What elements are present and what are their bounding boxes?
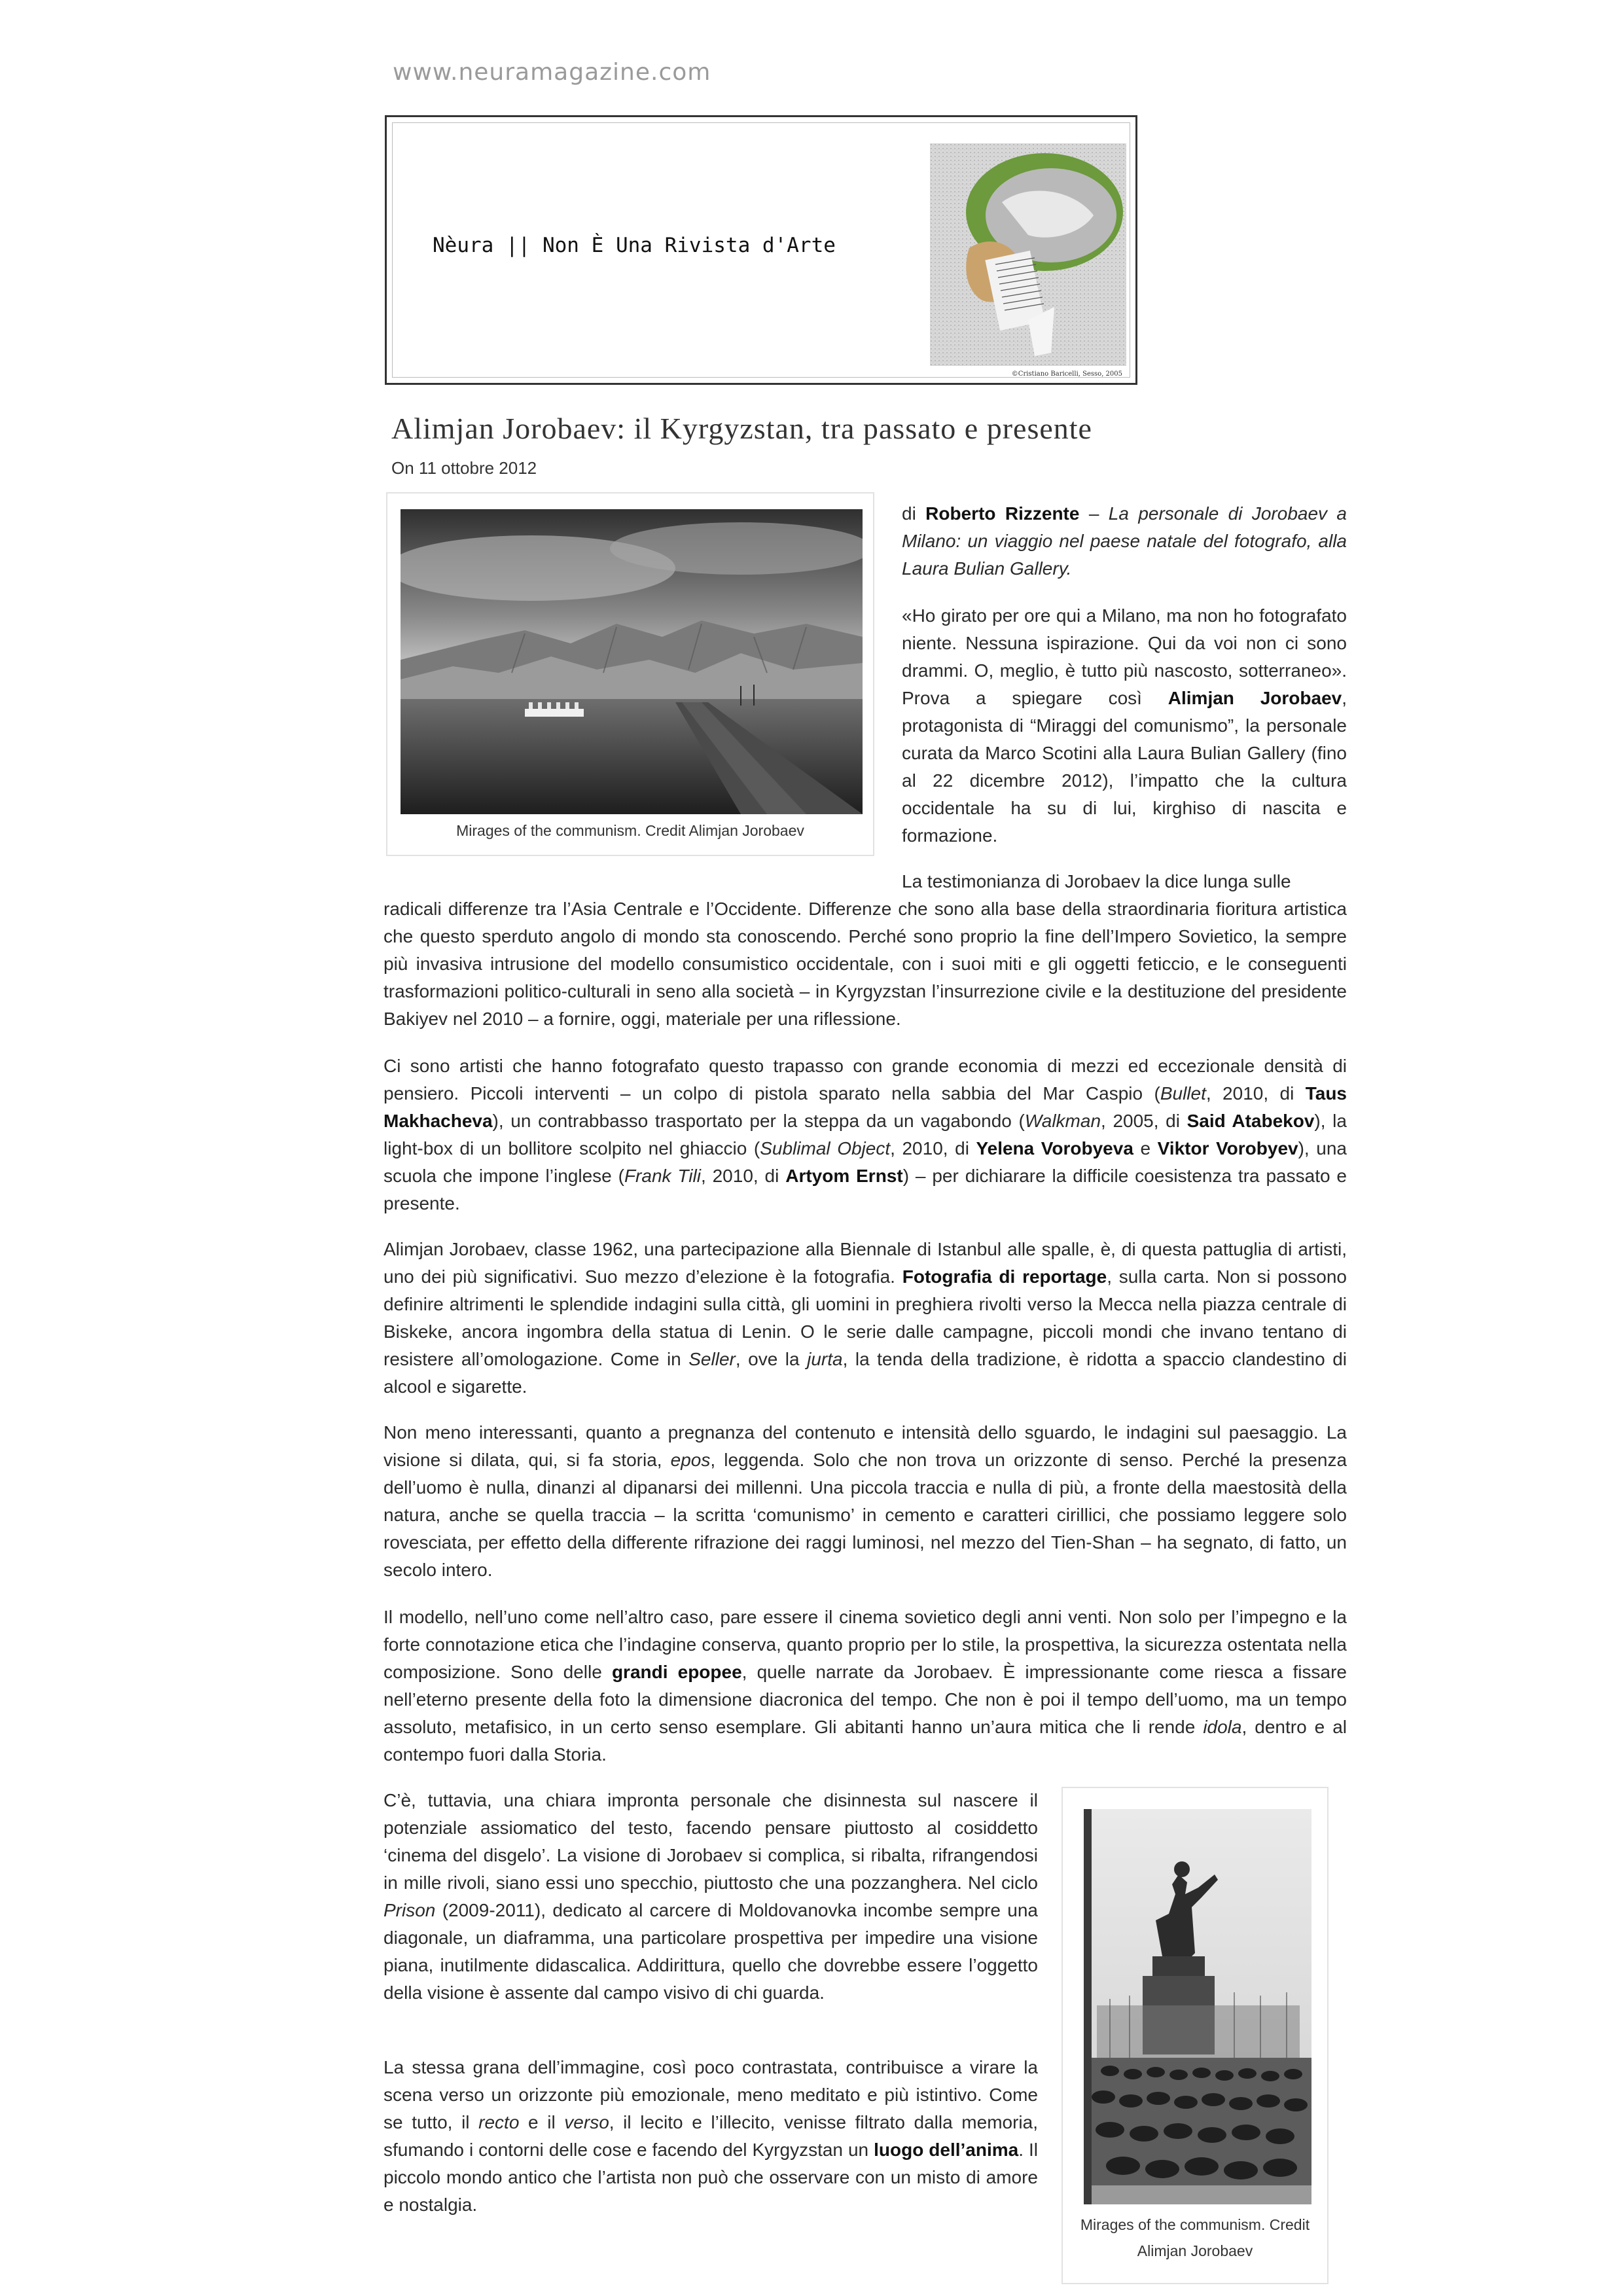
- banner-title: Nèura || Non È Una Rivista d'Arte: [433, 234, 836, 257]
- banner-credit: ©Cristiano Baricelli, Sesso, 2005: [1011, 370, 1122, 378]
- article-paragraph: radicali differenze tra l’Asia Centrale e l’Occidente. Differenze che sono alla base della straordinaria fioritura artistica che questo sperduto angolo di mondo sta conoscendo. Perché sono proprio la fine dell’Impero Sovietico, la sempre più invasiva intrusione del modello consumistico occidentale, con i suoi miti e gli oggetti feticcio, e le conseguenti trasformazioni politico-culturali in seno alla società – in Kyrgyzstan l’insurrezione civile e la destituzione del presidente Bakiyev nel 2010 – a fornire, oggi, materiale per una riflessione.: [383, 899, 1347, 1029]
- article-paragraph: Alimjan Jorobaev, classe 1962, una partecipazione alla Biennale di Istanbul alle spalle, è, di questa pattuglia di artisti, uno dei più significativi. Suo mezzo d’elezione è la fotografia. Fotografia di reportage, sulla carta. Non si possono definire altrimenti le splendide indagini sulla città, gli uomini in preghiera rivolti verso la Mecca nella piazza centrale di Biskeke, ancora ingombra della statua di Lenin. O le serie dalle campagne, piccoli mondi che invano tentano di resistere all’omologazione. Come in Seller, ove la jurta, la tenda della tradizione, è ridotta a spaccio clandestino di alcool e sigarette.: [383, 1239, 1347, 1397]
- article-intro: di Roberto Rizzente – La personale di Jorobaev a Milano: un viaggio nel paese natale del fotografo, alla Laura Bulian Gallery.: [902, 503, 1347, 579]
- article-paragraph: La stessa grana dell’immagine, così poco contrastata, contribuisce a virare la scena verso un orizzonte più emozionale, meno meditato e più istintivo. Come se tutto, il recto e il verso, il lecito e l’illecito, venisse filtrato dalla memoria, sfumando i contorni delle cose e facendo del Kyrgyzstan un luogo dell’anima. Il piccolo mondo antico che l’artista non può che osservare con un misto di amore e nostalgia.: [383, 2057, 1038, 2215]
- article-title[interactable]: Alimjan Jorobaev: il Kyrgyzstan, tra passato e presente: [391, 412, 1092, 445]
- magazine-banner[interactable]: [385, 115, 1137, 385]
- figure-landscape-caption: Mirages of the communism. Credit Alimjan Jorobaev: [456, 822, 804, 839]
- site-url[interactable]: www.neuramagazine.com: [393, 59, 711, 86]
- article-paragraph: Il modello, nell’uno come nell’altro caso, pare essere il cinema sovietico degli anni venti. Non solo per l’impegno e la forte connotazione etica che l’indagine conserva, quanto proprio per lo stile, la prospettiva, la sicurezza ostentata nella composizione. Sono delle grandi epopee, quelle narrate da Jorobaev. È impressionante come riesca a fissare nell’eterno presente della foto la dimensione diacronica del tempo. Che non è poi il tempo dell’uomo, ma un tempo assoluto, metafisico, in un certo senso esemplare. Gli abitanti hanno un’aura mitica che li rende idola, dentro e al contempo fuori dalla Storia.: [383, 1607, 1347, 1765]
- statue-photo[interactable]: [1084, 1809, 1311, 2204]
- figure-statue-caption-line2: Alimjan Jorobaev: [1137, 2242, 1253, 2259]
- landscape-photo[interactable]: [401, 509, 863, 814]
- article-paragraph: «Ho girato per ore qui a Milano, ma non ho fotografato niente. Nessuna ispirazione. Qui da voi non ci sono drammi. O, meglio, è tutto più nascosto, sotterraneo». Prova a spiegare così Alimjan Jorobaev, protagonista di “Miraggi del comunismo”, la personale curata da Marco Scotini alla Laura Bulian Gallery (fino al 22 dicembre 2012), l’impatto che la cultura occidentale ha su di lui, kirghiso di nascita e formazione.: [902, 605, 1347, 846]
- article-date: On 11 ottobre 2012: [391, 458, 537, 478]
- banner-artwork-image: [930, 143, 1126, 366]
- article-paragraph: C’è, tuttavia, una chiara impronta personale che disinnesta sul nascere il potenziale assiomatico del testo, facendo pensare piuttosto al cosiddetto ‘cinema del disgelo’. La visione di Jorobaev si complica, si ribalta, rifrangendosi in mille rivoli, siano essi uno specchio, piuttosto che una pozzanghera. Nel ciclo Prison (2009-2011), dedicato al carcere di Moldovanovka incombe sempre una diagonale, un diaframma, una particolare prospettiva per impedire una visione piana, inutilmente didascalica. Addirittura, quello che dovrebbe essere l’oggetto della visione è assente dal campo visivo di chi guarda.: [383, 1790, 1038, 2003]
- figure-statue-caption-line1: Mirages of the communism. Credit: [1080, 2216, 1310, 2233]
- figure-statue: [1061, 1787, 1329, 2284]
- author-link[interactable]: Roberto Rizzente: [925, 503, 1080, 524]
- article-paragraph: Ci sono artisti che hanno fotografato questo trapasso con grande economia di mezzi ed eccezionale densità di pensiero. Piccoli interventi – un colpo di pistola sparato nella sabbia del Mar Caspio (Bullet, 2010, di Taus Makhacheva), un contrabbasso trasportato per la steppa da un vagabondo (Walkman, 2005, di Said Atabekov), la light-box di un bollitore scolpito nel ghiaccio (Sublimal Object, 2010, di Yelena Vorobyeva e Viktor Vorobyev), una scuola che impone l’inglese (Frank Tili, 2010, di Artyom Ernst) – per dichiarare la difficile coesistenza tra passato e presente.: [383, 1056, 1347, 1213]
- article-paragraph: La testimonianza di Jorobaev la dice lunga sulle: [902, 871, 1291, 891]
- article-paragraph: Non meno interessanti, quanto a pregnanza del contenuto e intensità dello sguardo, le indagini sul paesaggio. La visione si dilata, qui, si fa storia, epos, leggenda. Solo che non trova un orizzonte di senso. Perché la presenza dell’uomo è nulla, dinanzi al dipanarsi dei millenni. Una piccola traccia e nulla di più, a fronte della maestosità della natura, anche se quella traccia – la scritta ‘comunismo’ in cemento e caratteri cirillici, che possiamo leggere solo rovesciata, per effetto della differente rifrazione dei raggi luminosi, nel mezzo del Tien-Shan – ha segnato, di fatto, un secolo intero.: [383, 1422, 1347, 1580]
- figure-landscape: [386, 492, 874, 856]
